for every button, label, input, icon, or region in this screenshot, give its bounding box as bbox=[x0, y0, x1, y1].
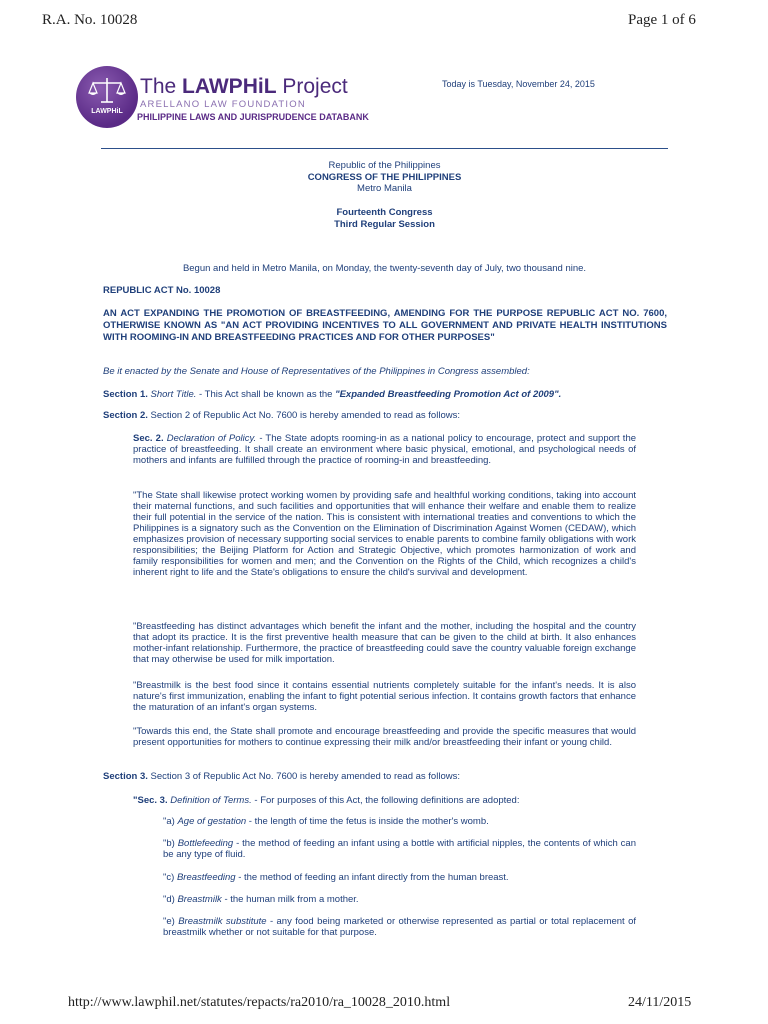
heading-session: Third Regular Session bbox=[334, 219, 435, 230]
sec2-paragraph-2: "The State shall likewise protect working women by providing safe and healthful working conditions, taking into account their maternal functions, and such facilities and opportunities that will enhance their welfare and enable them to realize their full potential in the service of the nation. This is consistent with international treaties and conventions to which the Philippines is a signatory such as the Convention on the Elimination of Discrimination Against Women (CEDAW), which emphasizes provision of necessary supporting social services to enable parents to combine family obligations with work responsibilities; the Beijing Platform for Action and Strategic Objective, which promotes harmonization of work and family responsibilities for women and men; and the Convention on the Rights of the Child, which recognizes a child's inherent right to life and the State's obligations to ensure the child's survival and development. bbox=[133, 490, 636, 578]
sec3-text: - For purposes of this Act, the following definitions are adopted: bbox=[251, 795, 520, 806]
sec3-intro bbox=[133, 795, 636, 806]
logo-title-brand: LAWPHiL bbox=[182, 75, 277, 98]
scales-of-justice-icon bbox=[87, 76, 127, 106]
definition-d-text: - the human milk from a mother. bbox=[221, 894, 359, 905]
header-divider bbox=[101, 148, 668, 149]
definition-a-term: Age of gestation bbox=[177, 816, 247, 827]
logo-subtitle: ARELLANO LAW FOUNDATION bbox=[140, 99, 306, 110]
logo-circle-text: LAWPHiL bbox=[91, 108, 123, 115]
definition-b-text: - the method of feeding an infant using a bottle with artificial nipples, the contents of which can be any type of fluid. bbox=[163, 838, 636, 860]
act-number: REPUBLIC ACT No. 10028 bbox=[103, 285, 221, 296]
heading-congress: CONGRESS OF THE PHILIPPINES bbox=[307, 172, 462, 183]
sec2-paragraph-3: "Breastfeeding has distinct advantages which benefit the infant and the mother, including the hospital and the country that adopt its practice. It is the first preventive health measure that can be given to the child at birth. It also enhances mother-infant relationship. Furthermore, the practice of breastfeeding could save the country valuable foreign exchange that may otherwise be used for milk importation. bbox=[133, 621, 636, 665]
enacting-clause-text: Be it enacted by the Senate and House of Representatives of the Philippines in Congress assembled: bbox=[103, 366, 530, 377]
heading-republic: Republic of the Philippines bbox=[328, 160, 441, 171]
definition-d bbox=[163, 894, 636, 905]
section-3-text: Section 3 of Republic Act No. 7600 is hereby amended to read as follows: bbox=[147, 771, 460, 782]
sec2-paragraph-4: "Breastmilk is the best food since it contains essential nutrients completely suitable for the infant's needs. It is also nature's first immunization, enabling the infant to fight potential serious infection. It contains growth factors that enhance the maturation of an infant's organ systems. bbox=[133, 680, 636, 713]
definition-c-term: Breastfeeding bbox=[176, 872, 236, 883]
document-header-left: R.A. No. 10028 bbox=[42, 12, 138, 28]
section-1-label: Section 1. bbox=[103, 389, 148, 400]
definition-d-term: Breastmilk bbox=[177, 894, 222, 905]
definition-a-text: - the length of time the fetus is inside the mother's womb. bbox=[246, 816, 489, 827]
definition-e bbox=[163, 916, 636, 938]
logo-title-suffix: Project bbox=[276, 75, 348, 98]
sec2-paragraph-1 bbox=[133, 433, 636, 466]
sec2-paragraph-5: "Towards this end, the State shall promote and encourage breastfeeding and provide the specific measures that would present opportunities for mothers to continue expressing their milk and/or breastfeeding their infant or young child. bbox=[133, 726, 636, 748]
definition-b-term: Bottlefeeding bbox=[177, 838, 234, 849]
section-2-text: Section 2 of Republic Act No. 7600 is hereby amended to read as follows: bbox=[147, 410, 460, 421]
definition-c-text: - the method of feeding an infant directly from the human breast. bbox=[235, 872, 509, 883]
definition-e-prefix: "e) bbox=[163, 916, 179, 927]
heading-congress-number: Fourteenth Congress bbox=[336, 207, 433, 218]
definition-c-prefix: "c) bbox=[163, 872, 177, 883]
section-1-text: - This Act shall be known as the bbox=[196, 389, 336, 400]
print-date: 24/11/2015 bbox=[628, 995, 692, 1010]
sec2-p1-text: - The State adopts rooming-in as a national policy to encourage, protect and support the practice of breastfeeding. It shall create an environment where basic physical, emotional, and psychological needs of mothers and infants are fulfilled through the practice of rooming-in and breastfeeding. bbox=[133, 433, 637, 466]
logo-title[interactable] bbox=[140, 75, 348, 99]
section-3-label: Section 3. bbox=[103, 771, 148, 782]
definition-a bbox=[163, 816, 636, 827]
logo-tagline: PHILIPPINE LAWS AND JURISPRUDENCE DATABANK bbox=[137, 112, 369, 122]
definition-b-prefix: "b) bbox=[163, 838, 178, 849]
heading-location: Metro Manila bbox=[357, 183, 412, 194]
page-number: Page 1 of 6 bbox=[628, 12, 696, 28]
today-date: Today is Tuesday, November 24, 2015 bbox=[442, 79, 595, 89]
sec2-term: Declaration of Policy. bbox=[166, 433, 257, 444]
section-2 bbox=[103, 410, 667, 421]
section-3 bbox=[103, 771, 667, 782]
definition-b bbox=[163, 838, 636, 860]
definition-c bbox=[163, 872, 636, 883]
logo-title-prefix: The bbox=[140, 75, 183, 98]
definition-e-text: - any food being marketed or otherwise represented as partial or total replacement of breastmilk whether or not suitable for that purpose. bbox=[163, 916, 636, 938]
act-title: AN ACT EXPANDING THE PROMOTION OF BREASTFEEDING, AMENDING FOR THE PURPOSE REPUBLIC ACT NO. 7600, OTHERWISE KNOWN AS "AN ACT PROVIDING INCENTIVES TO ALL GOVERNMENT AND PRIVATE HEALTH INSTITUTIONS WITH ROOMING-IN AND BREASTFEEDING PRACTICES AND FOR OTHER PURPOSES" bbox=[103, 308, 667, 343]
enacting-clause bbox=[103, 366, 667, 377]
sec2-label: Sec. 2. bbox=[133, 433, 164, 444]
section-1 bbox=[103, 389, 667, 400]
begun-statement: Begun and held in Metro Manila, on Monday, the twenty-seventh day of July, two thousand nine. bbox=[182, 263, 587, 274]
source-url[interactable]: http://www.lawphil.net/statutes/repacts/ra2010/ra_10028_2010.html bbox=[68, 995, 451, 1010]
lawphil-logo[interactable] bbox=[76, 66, 138, 128]
section-1-term: Short Title. bbox=[150, 389, 197, 400]
section-1-act-name: "Expanded Breastfeeding Promotion Act of 2009". bbox=[335, 389, 562, 400]
sec3-label: "Sec. 3. bbox=[133, 795, 168, 806]
section-2-label: Section 2. bbox=[103, 410, 148, 421]
definition-e-term: Breastmilk substitute bbox=[178, 916, 267, 927]
sec3-term: Definition of Terms. bbox=[170, 795, 252, 806]
definition-a-prefix: "a) bbox=[163, 816, 178, 827]
definition-d-prefix: "d) bbox=[163, 894, 178, 905]
